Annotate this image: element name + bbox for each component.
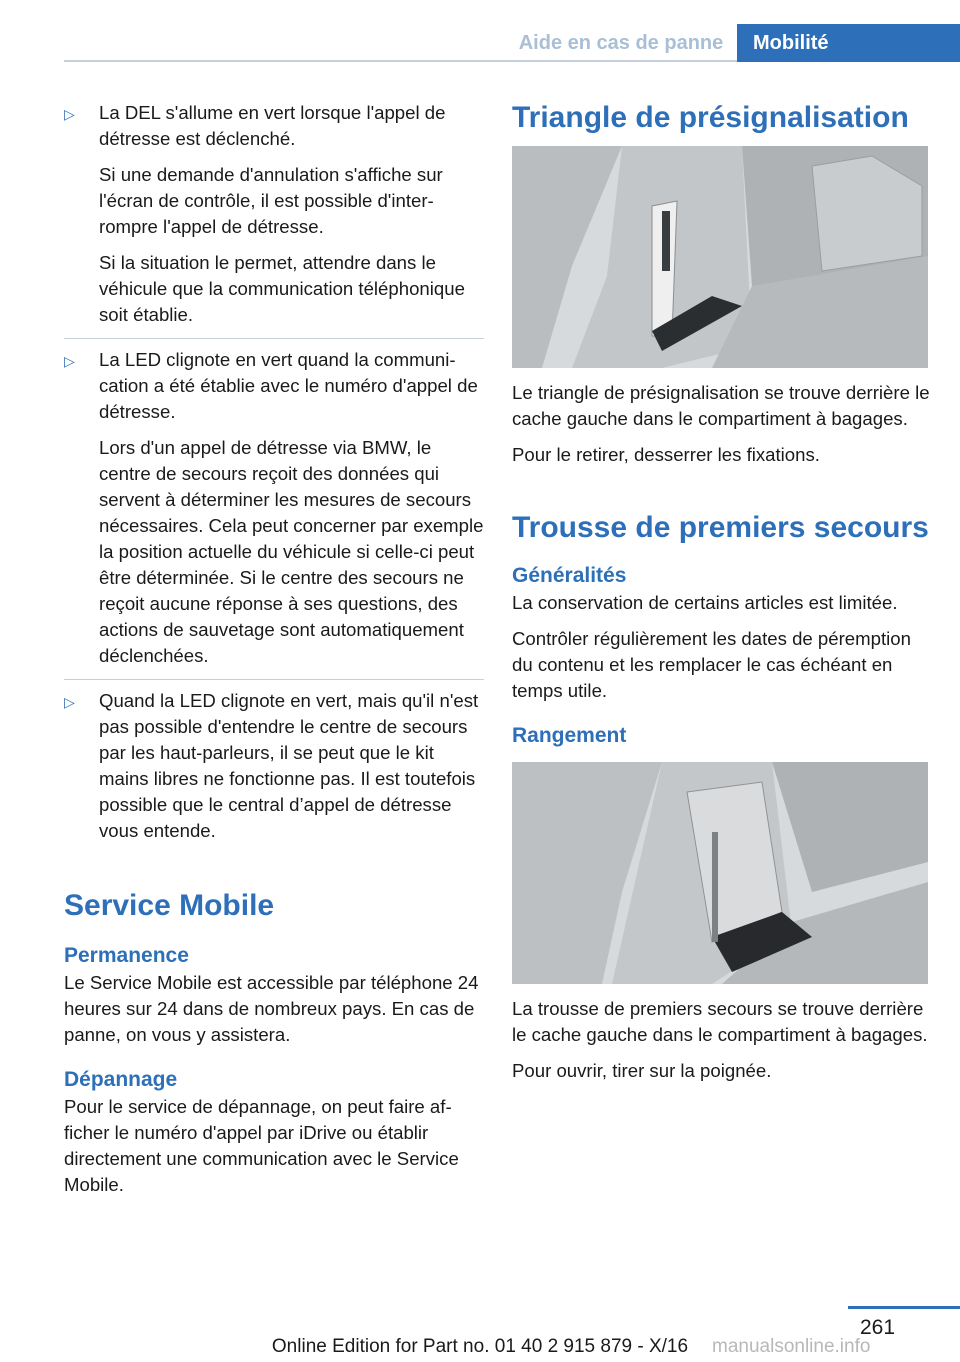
triangle-text-2: Pour le retirer, desserrer les fixations. bbox=[512, 444, 820, 465]
list-item-extra: Si la situation le permet, attendre dans le véhicule que la communication téléphonique soit établie. bbox=[99, 252, 465, 325]
depannage-text: Pour le service de dépannage, on peut faire afficher le numéro d'appel par iDrive ou établir directement une communication avec le Service Mobile. bbox=[64, 1096, 459, 1195]
first-aid-heading: Trousse de premiers secours bbox=[512, 511, 929, 544]
generalites-text-2: Contrôler régulièrement les dates de péremption du contenu et les remplacer le cas échéant en temps utile. bbox=[512, 628, 911, 701]
triangle-trunk-image bbox=[512, 146, 928, 368]
right-column bbox=[512, 100, 932, 1094]
triangle-text-1: Le triangle de présignalisation se trouve derrière le cache gauche dans le compartiment à bagages. bbox=[512, 382, 930, 429]
page-number: 261 bbox=[860, 1316, 896, 1339]
list-item-text: La LED clignote en vert quand la communication a été établie avec le numéro d'appel de détresse. bbox=[99, 349, 478, 422]
rangement-heading: Rangement bbox=[512, 724, 627, 747]
trunk-illustration bbox=[512, 146, 928, 368]
list-item-text: Quand la LED clignote en vert, mais qu'il n'est pas possible d'entendre le centre de secours par les haut-parleurs, il se peut que le kit mains libres ne fonctionne pas. Il est toutefois possible que le central d’appel de détresse vous entende. bbox=[99, 690, 479, 841]
generalites-text-1: La conservation de certains articles est limitée. bbox=[512, 592, 898, 613]
header-section-title: Aide en cas de panne bbox=[518, 32, 724, 54]
edition-footer: Online Edition for Part no. 01 40 2 915 879 - X/16 bbox=[271, 1336, 689, 1357]
permanence-heading: Permanence bbox=[64, 944, 189, 967]
divider bbox=[64, 679, 484, 680]
header-chapter-tab: Mobilité bbox=[737, 24, 960, 62]
list-item bbox=[64, 347, 484, 669]
list-item-extra: Lors d'un appel de détresse via BMW, le centre de secours reçoit des données qui servent à déterminer les mesures de secours nécessaires. Cela peut concerner par exemple la position actuelle du véhicule si celle-ci peut être déterminée. Si le centre des secours ne reçoit aucune réponse à ses questions, des actions de sauvetage sont automatiquement déclenchées. bbox=[99, 437, 484, 666]
list-item-extra: Si une demande d'annulation s'affiche sur l'écran de contrôle, il est possible d'interrompre l'appel de détresse. bbox=[99, 164, 443, 237]
list-item bbox=[64, 100, 484, 328]
page-number-rule bbox=[848, 1306, 960, 1309]
left-column bbox=[64, 100, 484, 1208]
permanence-text: Le Service Mobile est accessible par téléphone 24 heures sur 24 dans de nombreux pays. En cas de panne, on vous y assistera. bbox=[64, 972, 479, 1045]
first-aid-trunk-image bbox=[512, 762, 928, 984]
watermark: manualsonline.info bbox=[712, 1336, 871, 1357]
rangement-text-1: La trousse de premiers secours se trouve derrière le cache gauche dans le compartiment à bagages. bbox=[512, 998, 928, 1045]
triangle-bullet-icon: ▷ bbox=[64, 106, 75, 122]
list-item bbox=[64, 688, 484, 844]
triangle-bullet-icon: ▷ bbox=[64, 694, 75, 710]
service-mobile-heading: Service Mobile bbox=[64, 889, 275, 922]
rangement-text-2: Pour ouvrir, tirer sur la poignée. bbox=[512, 1060, 772, 1081]
depannage-heading: Dépannage bbox=[64, 1068, 178, 1091]
trunk-illustration bbox=[512, 762, 928, 984]
list-item-text: La DEL s'allume en vert lorsque l'appel de détresse est déclenché. bbox=[99, 102, 446, 149]
triangle-heading: Triangle de présignalisation bbox=[512, 101, 909, 134]
generalites-heading: Généralités bbox=[512, 564, 627, 587]
triangle-bullet-icon: ▷ bbox=[64, 353, 75, 369]
divider bbox=[64, 338, 484, 339]
